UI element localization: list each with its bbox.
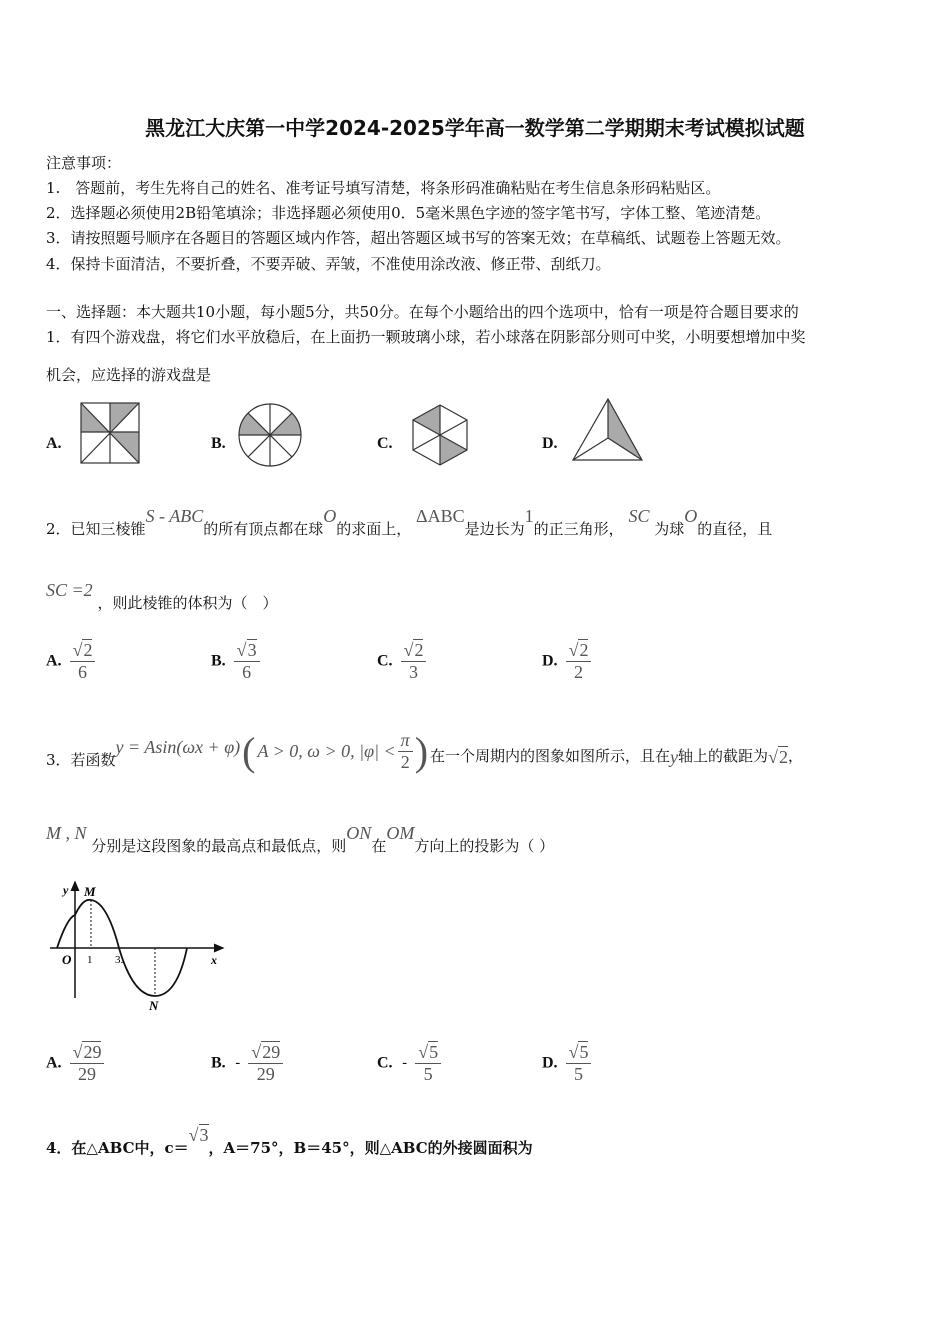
option-a-label: A. — [46, 435, 62, 452]
q3-text-line2: M , N 分别是这段图象的最高点和最低点，则ON在OM方向上的投影为（ ） — [46, 823, 555, 855]
q3-option-b: B. - $\frac{√29}{29}$ — [211, 1042, 283, 1085]
q2-text-line2: SC =2 ，则此棱锥的体积为（ ） — [46, 580, 278, 612]
section-heading: 一、选择题：本大题共10小题，每小题5分，共50分。在每个小题给出的四个选项中，恰有一项是符合题目要求的 — [46, 303, 799, 321]
tick-label: 3. — [115, 954, 124, 966]
note-item: 2．选择题必须使用2B铅笔填涂；非选择题必须使用0．5毫米黑色字迹的签字笔书写，字体工整、笔迹清楚。 — [46, 204, 771, 222]
tick-label: 1 — [87, 954, 93, 966]
q1-text: 机会，应选择的游戏盘是 — [46, 366, 212, 384]
option-b-label: B. — [211, 435, 226, 452]
q4-text: 4．在△ABC中，c＝√3，A＝75°，B＝45°，则△ABC的外接圆面积为 — [46, 1125, 533, 1157]
q1-text: 1．有四个游戏盘，将它们水平放稳后，在上面扔一颗玻璃小球，若小球落在阴影部分则可中奖，小明要想增加中奖 — [46, 328, 806, 346]
x-axis-label: x — [211, 953, 217, 967]
q2-option-c: C. $\frac{√2}{3}$ — [377, 640, 426, 683]
point-m-label: M — [84, 884, 96, 899]
circle-game-board-figure — [236, 402, 304, 468]
sine-graph-figure — [45, 878, 235, 1013]
q2-option-d: D. $\frac{√2}{2}$ — [542, 640, 591, 683]
q2-text: 2．已知三棱锥S - ABC的所有顶点都在球O的求面上， ΔABC是边长为1的正三角形， SC 为球O的直径，且 — [46, 506, 773, 538]
q3-option-d: D. $\frac{√5}{5}$ — [542, 1042, 591, 1085]
note-item: 3．请按照题号顺序在各题目的答题区域内作答，超出答题区域书写的答案无效；在草稿纸、试题卷上答题无效。 — [46, 229, 791, 247]
q3-option-a: A. $\frac{√29}{29}$ — [46, 1042, 104, 1085]
option-c-label: C. — [377, 435, 393, 452]
point-n-label: N — [149, 998, 159, 1013]
page-title: 黑龙江大庆第一中学2024-2025学年高一数学第二学期期末考试模拟试题 — [145, 116, 805, 140]
q3-option-c: C. - $\frac{√5}{5}$ — [377, 1042, 441, 1085]
note-item: 4．保持卡面清洁，不要折叠，不要弄破、弄皱，不准使用涂改液、修正带、刮纸刀。 — [46, 255, 611, 273]
triangle-game-board-figure — [570, 396, 646, 464]
note-item: 1. 答题前，考生先将自己的姓名、准考证号填写清楚，将条形码准确粘贴在考生信息条形码粘贴区。 — [46, 179, 721, 197]
origin-label: O — [62, 952, 72, 967]
square-game-board-figure — [78, 400, 142, 466]
q2-option-a: A. $\frac{√2}{6}$ — [46, 640, 95, 683]
notes-heading: 注意事项： — [46, 154, 122, 172]
option-d-label: D. — [542, 435, 558, 452]
q2-option-b: B. $\frac{√3}{6}$ — [211, 640, 260, 683]
hexagon-game-board-figure — [408, 402, 472, 468]
q3-text: 3．若函数 y = Asin(ωx + φ) ( A > 0, ω > 0, |φ| < $\frac{\pi}{2}$ ) 在一个周期内的图象如图所示，且在 y 轴上的截距为 √2 ， — [46, 728, 803, 774]
y-axis-label: y — [63, 883, 69, 897]
